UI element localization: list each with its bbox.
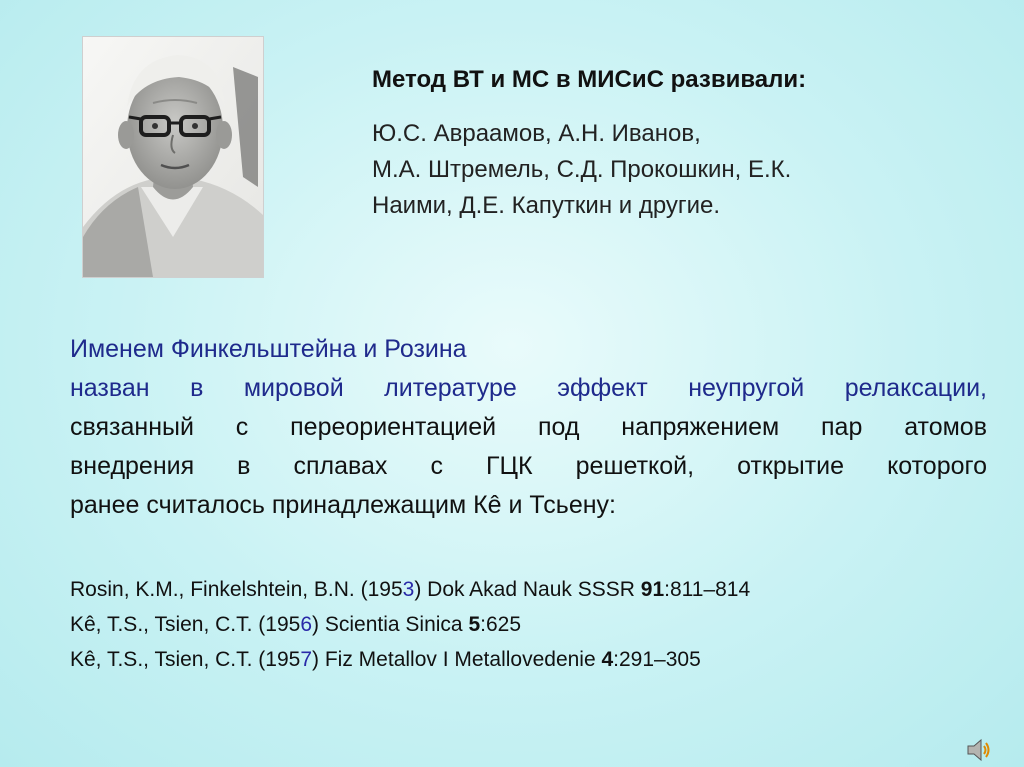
paragraph-line: связанный с переориентацией под напряжением пар атомов [70,413,987,441]
authors-line: Ю.С. Авраамов, А.Н. Иванов, [372,120,701,147]
reference-item: Kê, T.S., Tsien, C.T. (1957) Fiz Metallov I Metallovedenie 4:291–305 [70,648,701,671]
reference-item: Rosin, K.M., Finkelshtein, B.N. (1953) Dok Akad Nauk SSSR 91:811–814 [70,578,751,601]
authors-line: Наими, Д.Е. Капуткин и другие. [372,192,721,219]
paragraph-line: внедрения в сплавах с ГЦК решеткой, открытие которого [70,452,987,480]
authors-line: М.А. Штремель, С.Д. Прокошкин, Е.К. [372,156,792,183]
references-list [70,572,750,677]
paragraph-line: назван в мировой литературе эффект неупругой релаксации, [70,374,987,402]
effect-paragraph [70,330,987,525]
paragraph-line: ранее считалось принадлежащим Кê и Тсьену: [70,491,616,519]
section-heading: Метод ВТ и МС в МИСиС развивали: [372,66,807,93]
authors-list [372,116,972,224]
portrait-illustration [83,37,263,277]
portrait-photo [82,36,264,278]
speaker-icon[interactable] [966,737,992,763]
reference-item: Kê, T.S., Tsien, C.T. (1956) Scientia Sinica 5:625 [70,613,521,636]
paragraph-title: Именем Финкельштейна и Розина [70,335,467,363]
